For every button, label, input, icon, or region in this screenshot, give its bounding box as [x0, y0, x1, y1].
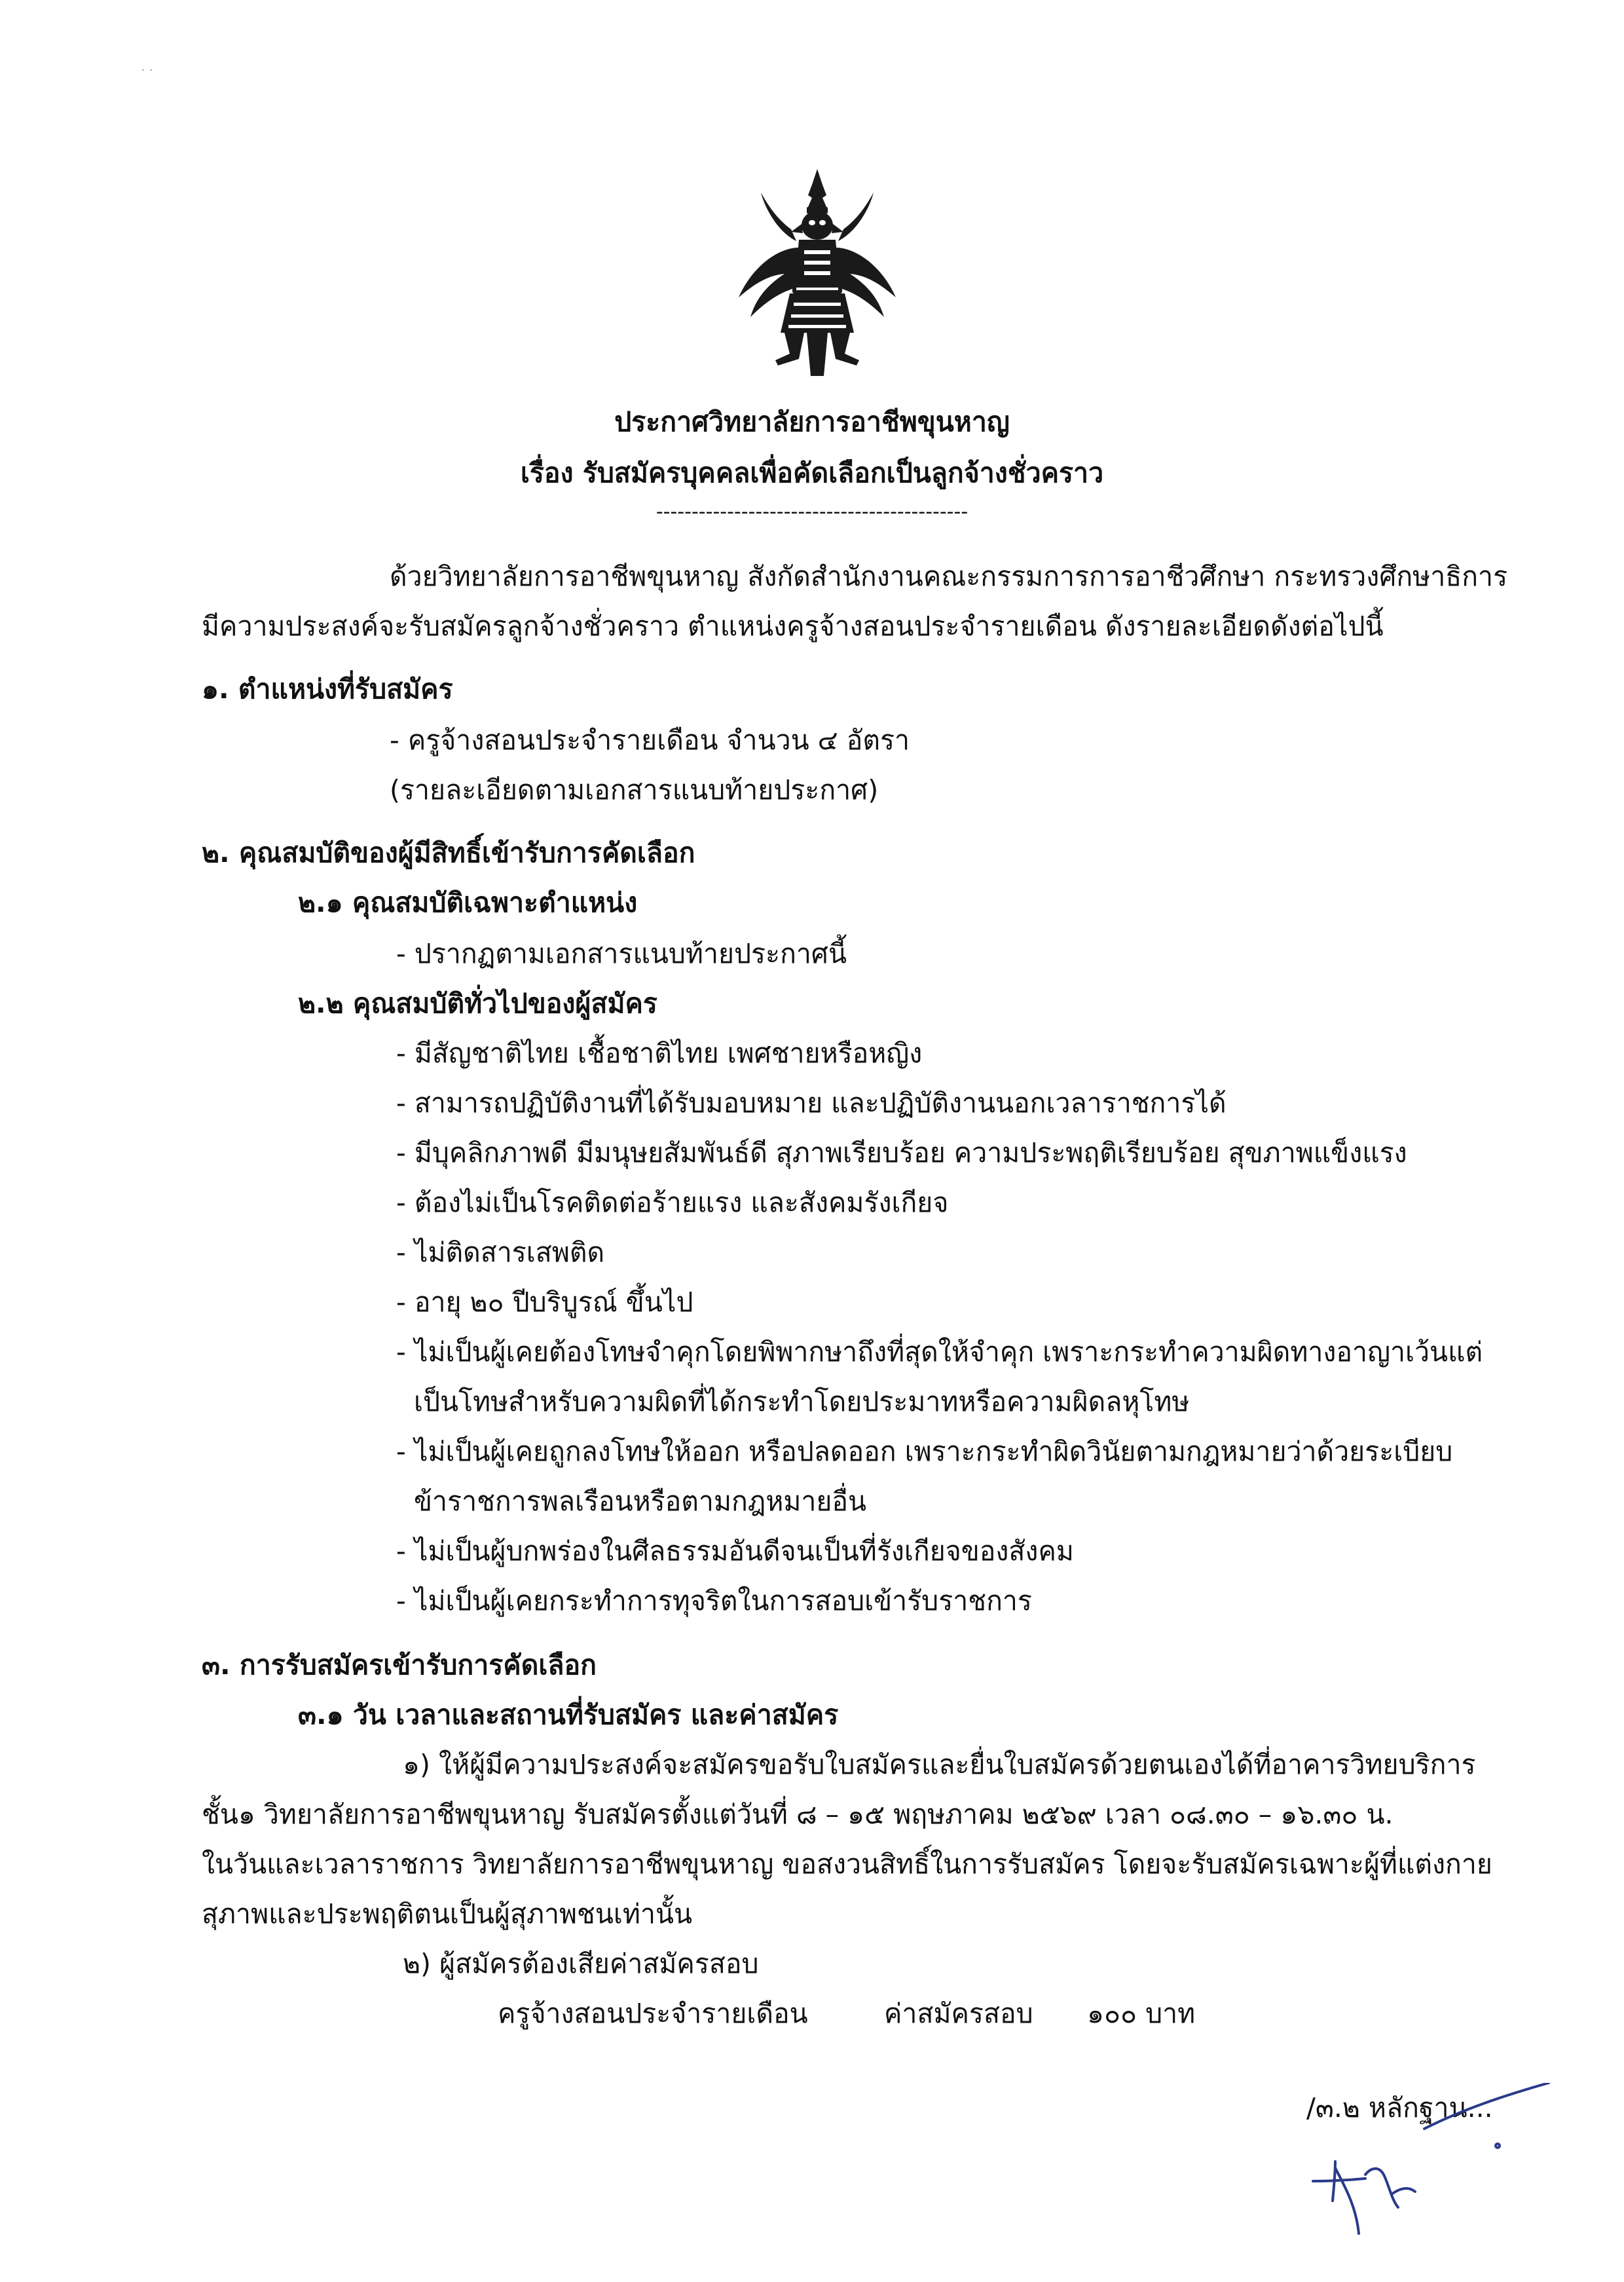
qualification-item: - ไม่เป็นผู้เคยกระทำการทุจริตในการสอบเข้ารับราชการ [396, 1585, 1032, 1617]
continued-next-page: /๓.๒ หลักฐาน... [1306, 2092, 1493, 2123]
section3-sub1: ๓.๑ วัน เวลาและสถานที่รับสมัคร และค่าสมัคร [298, 1699, 839, 1730]
section3-para1-line: ในวันและเวลาราชการ วิทยาลัยการอาชีพขุนหาญ ขอสงวนสิทธิ์ในการรับสมัคร โดยจะรับสมัครเฉพาะผู้ที่แต่งกาย [202, 1848, 1492, 1880]
section1-heading: ๑. ตำแหน่งที่รับสมัคร [202, 673, 453, 705]
announcement-title: ประกาศวิทยาลัยการอาชีพขุนหาญ [614, 406, 1010, 438]
qualification-item: - ต้องไม่เป็นโรคติดต่อร้ายแรง และสังคมรังเกียจ [396, 1187, 949, 1218]
handwritten-signature [1293, 2083, 1568, 2240]
qualification-item: - ไม่เป็นผู้เคยต้องโทษจำคุกโดยพิพากษาถึงที่สุดให้จำคุก เพราะกระทำความผิดทางอาญาเว้นแต่ [396, 1336, 1483, 1368]
section2-heading: ๒. คุณสมบัติของผู้มีสิทธิ์เข้ารับการคัดเลือก [202, 837, 695, 869]
qualification-item: - อายุ ๒๐ ปีบริบูรณ์ ขึ้นไป [396, 1286, 693, 1318]
intro-line-1: ด้วยวิทยาลัยการอาชีพขุนหาญ สังกัดสำนักงานคณะกรรมการการอาชีวศึกษา กระทรวงศึกษาธิการ [390, 561, 1508, 592]
section3-para1-line: ชั้น๑ วิทยาลัยการอาชีพขุนหาญ รับสมัครตั้งแต่วันที่ ๘ – ๑๕ พฤษภาคม ๒๕๖๙ เวลา ๐๘.๓๐ – ๑๖.๓๐ น. [202, 1799, 1393, 1830]
announcement-subject: เรื่อง รับสมัครบุคคลเพื่อคัดเลือกเป็นลูกจ้างชั่วคราว [520, 457, 1104, 489]
section3-heading: ๓. การรับสมัครเข้ารับการคัดเลือก [202, 1649, 597, 1681]
qualification-item: - มีสัญชาติไทย เชื้อชาติไทย เพศชายหรือหญิง [396, 1038, 923, 1069]
intro-line-2: มีความประสงค์จะรับสมัครลูกจ้างชั่วคราว ตำแหน่งครูจ้างสอนประจำรายเดือน ดังรายละเอียดดังต่อไปนี้ [202, 610, 1384, 642]
qualification-item: - ไม่ติดสารเสพติด [396, 1237, 605, 1268]
scan-marks: · · [141, 62, 154, 78]
section3-para1-line: สุภาพและประพฤติตนเป็นผู้สุภาพชนเท่านั้น [202, 1898, 693, 1930]
qualification-item: - มีบุคลิกภาพดี มีมนุษยสัมพันธ์ดี สุภาพเรียบร้อย ความประพฤติเรียบร้อย สุขภาพแข็งแรง [396, 1137, 1407, 1169]
fee-amount: ๑๐๐ บาท [1087, 1998, 1196, 2029]
qualification-item: - ไม่เป็นผู้บกพร่องในศีลธรรมอันดีจนเป็นที่รังเกียจของสังคม [396, 1535, 1074, 1567]
section2-sub1-item: - ปรากฏตามเอกสารแนบท้ายประกาศนี้ [396, 938, 847, 969]
section2-sub2: ๒.๒ คุณสมบัติทั่วไปของผู้สมัคร [298, 988, 657, 1019]
section3-para1-line: ๑) ให้ผู้มีความประสงค์จะสมัครขอรับใบสมัครและยื่นใบสมัครด้วยตนเองได้ที่อาคารวิทยบริการ [403, 1749, 1476, 1780]
section3-para2: ๒) ผู้สมัครต้องเสียค่าสมัครสอบ [403, 1948, 759, 1979]
qualification-item: - สามารถปฏิบัติงานที่ได้รับมอบหมาย และปฏิบัติงานนอกเวลาราชการได้ [396, 1087, 1227, 1119]
fee-position: ครูจ้างสอนประจำรายเดือน [498, 1998, 808, 2029]
section2-sub1: ๒.๑ คุณสมบัติเฉพาะตำแหน่ง [298, 887, 638, 918]
fee-label: ค่าสมัครสอบ [884, 1998, 1033, 2029]
section1-item: - ครูจ้างสอนประจำรายเดือน จำนวน ๔ อัตรา [390, 724, 910, 756]
header-separator: -------------------------------------------- [655, 500, 969, 523]
garuda-emblem-icon [739, 169, 896, 376]
qualification-item-cont: ข้าราชการพลเรือนหรือตามกฎหมายอื่น [414, 1486, 867, 1517]
qualification-item-cont: เป็นโทษสำหรับความผิดที่ได้กระทำโดยประมาทหรือความผิดลหุโทษ [414, 1386, 1190, 1417]
qualification-item: - ไม่เป็นผู้เคยถูกลงโทษให้ออก หรือปลดออก เพราะกระทำผิดวินัยตามกฎหมายว่าด้วยระเบียบ [396, 1436, 1453, 1467]
section1-note: (รายละเอียดตามเอกสารแนบท้ายประกาศ) [390, 774, 879, 806]
